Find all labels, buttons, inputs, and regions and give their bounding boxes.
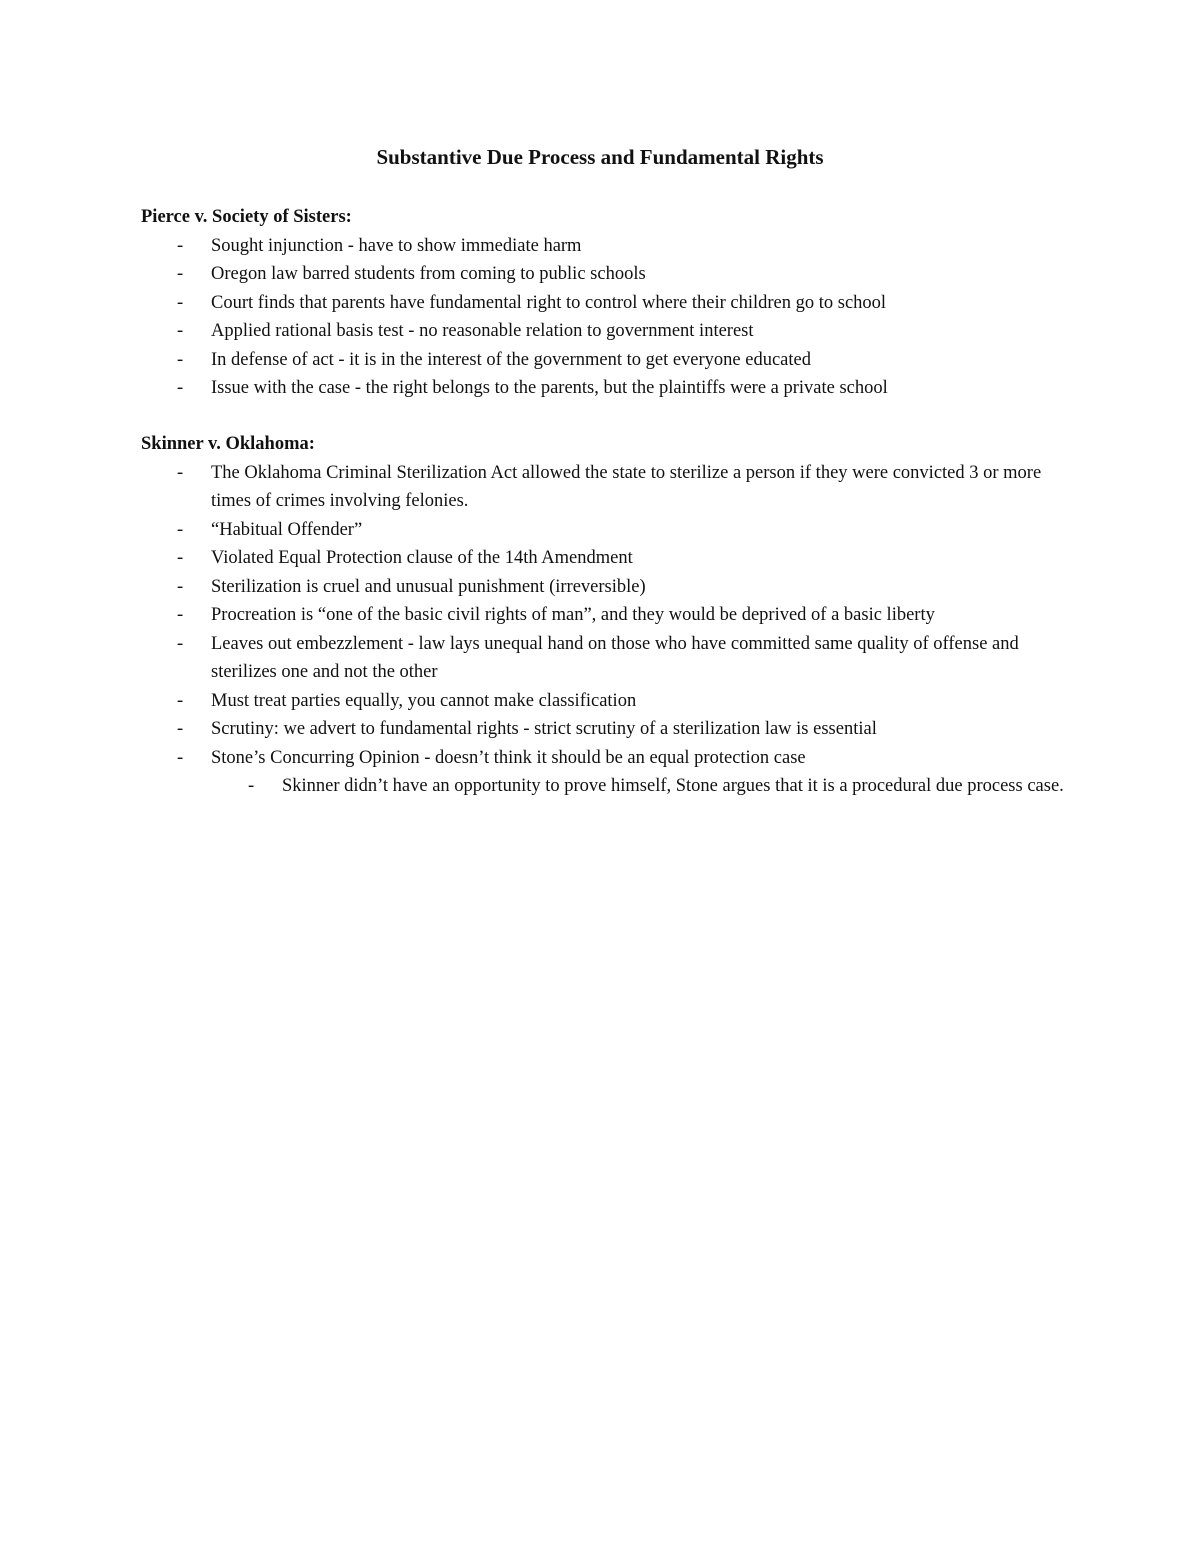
list-item-text: In defense of act - it is in the interest of the government to get everyone educated — [211, 349, 811, 370]
list-item — [141, 544, 1081, 573]
list-item — [141, 715, 1081, 744]
bullet-dash: - — [177, 719, 184, 739]
section-skinner — [141, 430, 1081, 801]
bullet-dash: - — [177, 235, 184, 256]
list-item — [141, 374, 1081, 403]
list-item — [141, 687, 1081, 716]
bullet-dash: - — [177, 349, 184, 370]
list-item — [141, 516, 1081, 545]
bullet-dash: - — [177, 378, 184, 398]
document-title: Substantive Due Process and Fundamental Rights — [376, 145, 824, 169]
list-item — [141, 744, 1081, 801]
sub-list-item-text: Skinner didn’t have an opportunity to prove himself, Stone argues that it is a procedural due process case. — [282, 776, 1064, 796]
list-item — [141, 573, 1081, 602]
list-item — [141, 289, 1081, 318]
list-item — [141, 232, 1081, 261]
list-item — [141, 630, 1081, 687]
bullet-dash: - — [177, 292, 184, 313]
list-item-text: Violated Equal Protection clause of the 14th Amendment — [211, 548, 633, 568]
bullet-dash: - — [177, 633, 184, 654]
bullet-list — [141, 232, 1081, 403]
list-item-text: “Habitual Offender” — [211, 519, 363, 540]
list-item-text: Stone’s Concurring Opinion - doesn’t think it should be an equal protection case — [211, 747, 806, 768]
list-item — [141, 459, 1081, 516]
section-heading: Pierce v. Society of Sisters: — [141, 207, 352, 227]
list-item-text: Oregon law barred students from coming to public schools — [211, 264, 646, 284]
bullet-dash: - — [177, 519, 184, 540]
sub-list-item — [211, 772, 1081, 801]
bullet-dash: - — [248, 776, 255, 796]
bullet-dash: - — [177, 264, 184, 284]
list-item-text: Court finds that parents have fundamental right to control where their children go to school — [211, 292, 887, 313]
bullet-list — [141, 459, 1081, 801]
list-item-text: Must treat parties equally, you cannot make classification — [211, 690, 637, 711]
list-item-text: Sought injunction - have to show immediate harm — [211, 235, 582, 256]
bullet-dash: - — [177, 321, 184, 341]
list-item-text: The Oklahoma Criminal Sterilization Act allowed the state to sterilize a person if they were convicted 3 or more times of crimes involving felonies. — [211, 462, 1042, 511]
bullet-dash: - — [177, 462, 184, 483]
section-pierce — [141, 203, 1081, 403]
list-item-text: Sterilization is cruel and unusual punishment (irreversible) — [211, 576, 646, 597]
list-item-text: Procreation is “one of the basic civil rights of man”, and they would be deprived of a basic liberty — [211, 605, 935, 625]
sub-bullet-list — [211, 772, 1081, 801]
bullet-dash: - — [177, 747, 184, 768]
list-item — [141, 317, 1081, 346]
section-heading: Skinner v. Oklahoma: — [141, 434, 315, 454]
list-item-text: Leaves out embezzlement - law lays unequal hand on those who have committed same quality of offense and sterilizes one and not the other — [211, 633, 1019, 682]
list-item-text: Scrutiny: we advert to fundamental rights - strict scrutiny of a sterilization law is essential — [211, 719, 877, 739]
list-item — [141, 601, 1081, 630]
bullet-dash: - — [177, 690, 184, 711]
list-item — [141, 346, 1081, 375]
list-item — [141, 260, 1081, 289]
list-item-text: Issue with the case - the right belongs to the parents, but the plaintiffs were a private school — [211, 378, 888, 398]
bullet-dash: - — [177, 605, 184, 625]
bullet-dash: - — [177, 548, 184, 568]
list-item-text: Applied rational basis test - no reasonable relation to government interest — [211, 321, 754, 341]
bullet-dash: - — [177, 576, 184, 597]
